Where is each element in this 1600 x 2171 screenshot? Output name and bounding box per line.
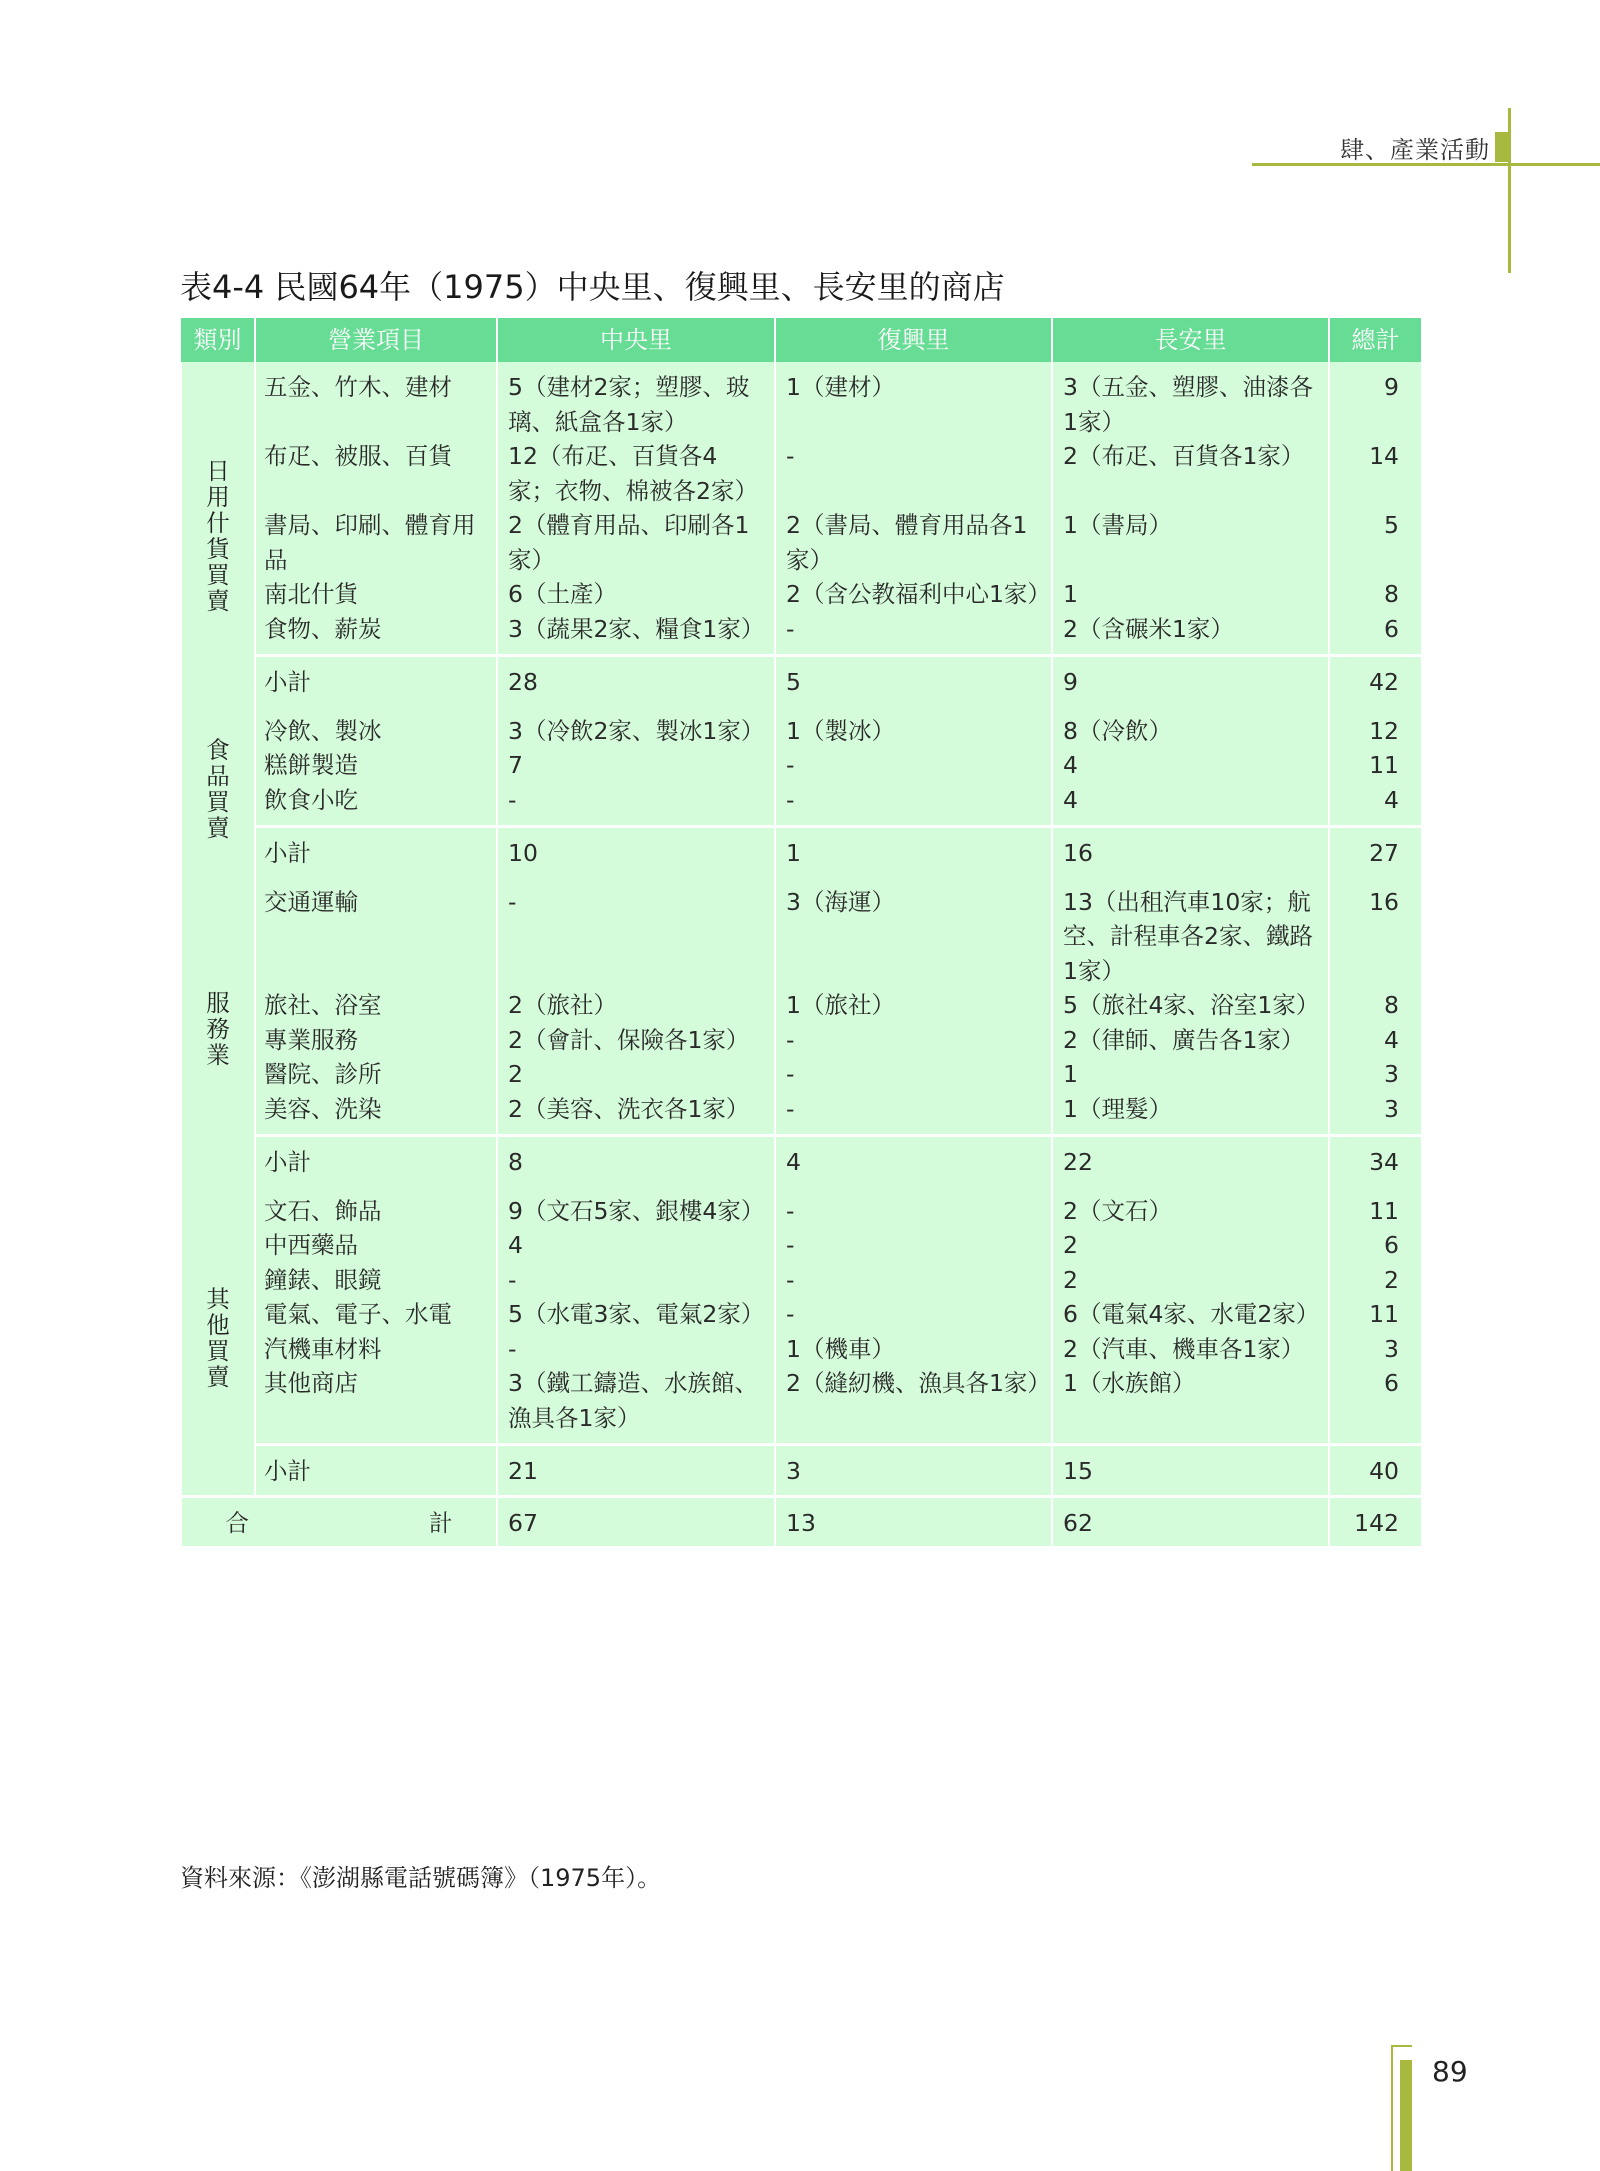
table-row: [181, 706, 1421, 749]
subtotal-changan-cell: 22: [1052, 1136, 1329, 1186]
table-row: [181, 612, 1421, 656]
subtotal-total-cell: 42: [1329, 656, 1421, 706]
subtotal-row: [181, 827, 1421, 877]
changan-cell: 5（旅社4家、浴室1家）: [1052, 988, 1329, 1023]
total-cell: 11: [1329, 1186, 1421, 1229]
business-item-cell: 書局、印刷、體育用品: [255, 508, 497, 577]
zhongyang-cell: -: [497, 1332, 775, 1367]
zhongyang-cell: -: [497, 1263, 775, 1298]
business-item-cell: 專業服務: [255, 1023, 497, 1058]
fuxing-cell: 1（旅社）: [775, 988, 1052, 1023]
zhongyang-cell: 6（土產）: [497, 577, 775, 612]
category-cell: [181, 1186, 255, 1497]
category-label: 服務業: [206, 988, 230, 1069]
total-cell: 6: [1329, 1228, 1421, 1263]
total-cell: 14: [1329, 439, 1421, 508]
business-item-cell: 鐘錶、眼鏡: [255, 1263, 497, 1298]
subtotal-label: 小計: [255, 1445, 497, 1497]
total-cell: 6: [1329, 612, 1421, 656]
subtotal-row: [181, 1445, 1421, 1497]
subtotal-total-cell: 34: [1329, 1136, 1421, 1186]
page-number-bar-top: [1391, 2045, 1412, 2047]
subtotal-fuxing-cell: 5: [775, 656, 1052, 706]
business-item-cell: 糕餅製造: [255, 748, 497, 783]
subtotal-label: 小計: [255, 827, 497, 877]
page-number-bar-thin: [1391, 2045, 1393, 2171]
changan-cell: 1: [1052, 577, 1329, 612]
table-row: [181, 877, 1421, 989]
category-label: 食品買賣: [206, 735, 230, 842]
changan-cell: 13（出租汽車10家；航空、計程車各2家、鐵路1家）: [1052, 877, 1329, 989]
chapter-title: 肆、產業活動: [1340, 136, 1490, 164]
subtotal-changan-cell: 9: [1052, 656, 1329, 706]
zhongyang-cell: -: [497, 877, 775, 989]
changan-cell: 6（電氣4家、水電2家）: [1052, 1297, 1329, 1332]
subtotal-changan-cell: 16: [1052, 827, 1329, 877]
table-row: [181, 1057, 1421, 1092]
changan-cell: 1（水族館）: [1052, 1366, 1329, 1445]
business-item-cell: 交通運輸: [255, 877, 497, 989]
total-cell: 6: [1329, 1366, 1421, 1445]
total-cell: 8: [1329, 577, 1421, 612]
total-cell: 2: [1329, 1263, 1421, 1298]
zhongyang-cell: 2（體育用品、印刷各1家）: [497, 508, 775, 577]
table-row: [181, 1263, 1421, 1298]
business-item-cell: 美容、洗染: [255, 1092, 497, 1136]
business-item-cell: 汽機車材料: [255, 1332, 497, 1367]
subtotal-zhongyang-cell: 8: [497, 1136, 775, 1186]
fuxing-cell: 1（製冰）: [775, 706, 1052, 749]
fuxing-cell: 1（建材）: [775, 362, 1052, 439]
total-cell: 8: [1329, 988, 1421, 1023]
zhongyang-cell: 7: [497, 748, 775, 783]
fuxing-cell: -: [775, 748, 1052, 783]
changan-cell: 1（書局）: [1052, 508, 1329, 577]
total-cell: 11: [1329, 1297, 1421, 1332]
grand-total-cell: 142: [1329, 1496, 1421, 1546]
fuxing-cell: -: [775, 1023, 1052, 1058]
table-header-row: [181, 318, 1421, 362]
subtotal-fuxing-cell: 3: [775, 1445, 1052, 1497]
changan-cell: 2（含碾米1家）: [1052, 612, 1329, 656]
fuxing-cell: -: [775, 612, 1052, 656]
category-cell: [181, 706, 255, 877]
header-zhongyang: 中央里: [497, 318, 775, 362]
fuxing-cell: 2（縫紉機、漁具各1家）: [775, 1366, 1052, 1445]
zhongyang-cell: 2（會計、保險各1家）: [497, 1023, 775, 1058]
changan-cell: 8（冷飲）: [1052, 706, 1329, 749]
business-item-cell: 布疋、被服、百貨: [255, 439, 497, 508]
zhongyang-cell: -: [497, 783, 775, 827]
changan-cell: 4: [1052, 783, 1329, 827]
changan-cell: 2（汽車、機車各1家）: [1052, 1332, 1329, 1367]
fuxing-cell: 1（機車）: [775, 1332, 1052, 1367]
fuxing-cell: -: [775, 1092, 1052, 1136]
zhongyang-cell: 12（布疋、百貨各4家；衣物、棉被各2家）: [497, 439, 775, 508]
header-business-item: 營業項目: [255, 318, 497, 362]
fuxing-cell: 3（海運）: [775, 877, 1052, 989]
zhongyang-cell: 4: [497, 1228, 775, 1263]
business-item-cell: 旅社、浴室: [255, 988, 497, 1023]
subtotal-fuxing-cell: 1: [775, 827, 1052, 877]
zhongyang-cell: 9（文石5家、銀樓4家）: [497, 1186, 775, 1229]
changan-cell: 4: [1052, 748, 1329, 783]
category-label: 其他買賣: [206, 1284, 230, 1391]
total-cell: 4: [1329, 783, 1421, 827]
fuxing-cell: -: [775, 1228, 1052, 1263]
total-cell: 5: [1329, 508, 1421, 577]
fuxing-cell: 2（書局、體育用品各1家）: [775, 508, 1052, 577]
page-number: 89: [1432, 2055, 1468, 2088]
table-row: [181, 783, 1421, 827]
total-cell: 3: [1329, 1057, 1421, 1092]
subtotal-row: [181, 1136, 1421, 1186]
total-cell: 3: [1329, 1332, 1421, 1367]
table-row: [181, 577, 1421, 612]
subtotal-label: 小計: [255, 656, 497, 706]
category-label: 日用什貨買賣: [206, 456, 230, 615]
grand-changan-cell: 62: [1052, 1496, 1329, 1546]
table-row: [181, 1297, 1421, 1332]
total-cell: 12: [1329, 706, 1421, 749]
changan-cell: 1: [1052, 1057, 1329, 1092]
table-body: [181, 362, 1421, 1546]
total-cell: 3: [1329, 1092, 1421, 1136]
table-row: [181, 1092, 1421, 1136]
zhongyang-cell: 3（冷飲2家、製冰1家）: [497, 706, 775, 749]
table-row: [181, 1023, 1421, 1058]
fuxing-cell: -: [775, 1186, 1052, 1229]
grand-total-label-right: 計: [429, 1508, 453, 1537]
fuxing-cell: -: [775, 1263, 1052, 1298]
subtotal-zhongyang-cell: 28: [497, 656, 775, 706]
business-item-cell: 文石、飾品: [255, 1186, 497, 1229]
fuxing-cell: -: [775, 439, 1052, 508]
business-item-cell: 中西藥品: [255, 1228, 497, 1263]
zhongyang-cell: 2（美容、洗衣各1家）: [497, 1092, 775, 1136]
header-changan: 長安里: [1052, 318, 1329, 362]
shops-table: [180, 318, 1421, 1546]
grand-zhongyang-cell: 67: [497, 1496, 775, 1546]
subtotal-changan-cell: 15: [1052, 1445, 1329, 1497]
zhongyang-cell: 2（旅社）: [497, 988, 775, 1023]
page-number-bar-thick: [1400, 2060, 1412, 2171]
fuxing-cell: -: [775, 1057, 1052, 1092]
zhongyang-cell: 5（建材2家；塑膠、玻璃、紙盒各1家）: [497, 362, 775, 439]
grand-total-label-left: 合: [225, 1508, 249, 1537]
table-row: [181, 748, 1421, 783]
table-row: [181, 988, 1421, 1023]
subtotal-zhongyang-cell: 21: [497, 1445, 775, 1497]
table-row: [181, 362, 1421, 439]
business-item-cell: 五金、竹木、建材: [255, 362, 497, 439]
subtotal-zhongyang-cell: 10: [497, 827, 775, 877]
changan-cell: 2（文石）: [1052, 1186, 1329, 1229]
table-row: [181, 1186, 1421, 1229]
table-row: [181, 1366, 1421, 1445]
zhongyang-cell: 3（鐵工鑄造、水族館、漁具各1家）: [497, 1366, 775, 1445]
header-fuxing: 復興里: [775, 318, 1052, 362]
table-row: [181, 508, 1421, 577]
business-item-cell: 醫院、診所: [255, 1057, 497, 1092]
table-title: 表4-4 民國64年（1975）中央里、復興里、長安里的商店: [180, 268, 1005, 306]
subtotal-total-cell: 27: [1329, 827, 1421, 877]
subtotal-fuxing-cell: 4: [775, 1136, 1052, 1186]
grand-total-row: [181, 1496, 1421, 1546]
category-cell: [181, 362, 255, 706]
header-category: 類別: [181, 318, 255, 362]
total-cell: 9: [1329, 362, 1421, 439]
grand-total-label: [181, 1496, 497, 1546]
grand-fuxing-cell: 13: [775, 1496, 1052, 1546]
table-row: [181, 439, 1421, 508]
subtotal-row: [181, 656, 1421, 706]
fuxing-cell: -: [775, 1297, 1052, 1332]
business-item-cell: 食物、薪炭: [255, 612, 497, 656]
changan-cell: 3（五金、塑膠、油漆各1家）: [1052, 362, 1329, 439]
changan-cell: 2: [1052, 1228, 1329, 1263]
zhongyang-cell: 3（蔬果2家、糧食1家）: [497, 612, 775, 656]
fuxing-cell: -: [775, 783, 1052, 827]
changan-cell: 2（律師、廣告各1家）: [1052, 1023, 1329, 1058]
header-total: 總計: [1329, 318, 1421, 362]
table-row: [181, 1228, 1421, 1263]
total-cell: 4: [1329, 1023, 1421, 1058]
category-cell: [181, 877, 255, 1186]
zhongyang-cell: 5（水電3家、電氣2家）: [497, 1297, 775, 1332]
business-item-cell: 冷飲、製冰: [255, 706, 497, 749]
table-row: [181, 1332, 1421, 1367]
source-note: 資料來源：《澎湖縣電話號碼簿》（1975年）。: [180, 1864, 662, 1892]
total-cell: 11: [1329, 748, 1421, 783]
business-item-cell: 飲食小吃: [255, 783, 497, 827]
total-cell: 16: [1329, 877, 1421, 989]
subtotal-label: 小計: [255, 1136, 497, 1186]
business-item-cell: 其他商店: [255, 1366, 497, 1445]
changan-cell: 2（布疋、百貨各1家）: [1052, 439, 1329, 508]
changan-cell: 1（理髮）: [1052, 1092, 1329, 1136]
subtotal-total-cell: 40: [1329, 1445, 1421, 1497]
business-item-cell: 電氣、電子、水電: [255, 1297, 497, 1332]
business-item-cell: 南北什貨: [255, 577, 497, 612]
fuxing-cell: 2（含公教福利中心1家）: [775, 577, 1052, 612]
chapter-mark-block: [1495, 132, 1509, 162]
changan-cell: 2: [1052, 1263, 1329, 1298]
zhongyang-cell: 2: [497, 1057, 775, 1092]
